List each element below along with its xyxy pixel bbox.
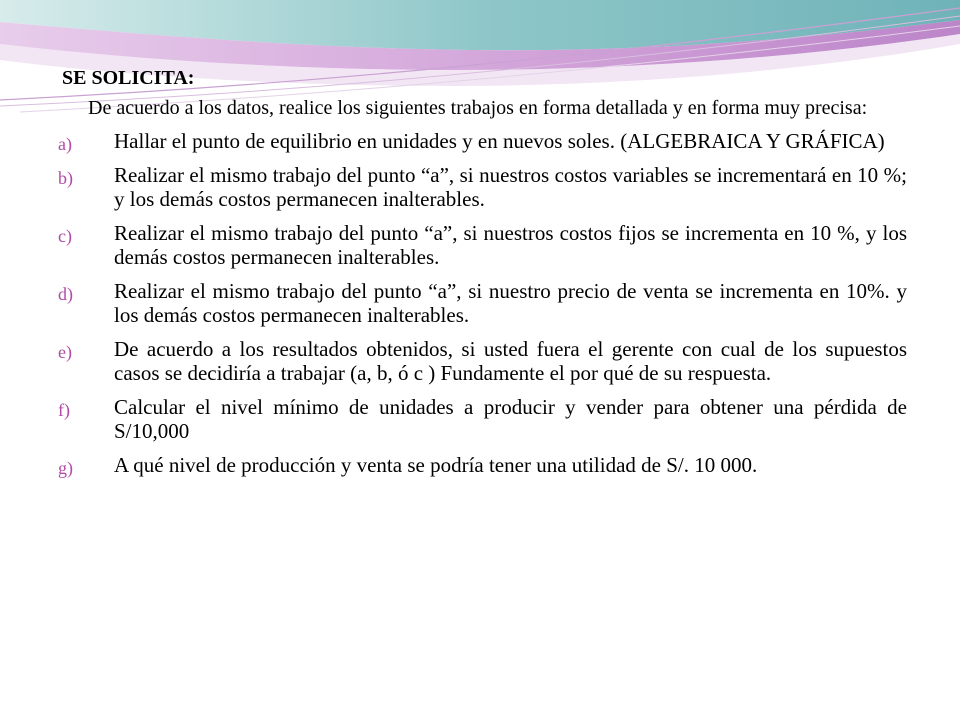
slide-content bbox=[58, 66, 907, 487]
task-item-c bbox=[58, 221, 907, 269]
task-letter: g) bbox=[58, 458, 73, 478]
task-text: Realizar el mismo trabajo del punto “a”, si nuestros costos fijos se incrementa en 10 %, y los demás costos permanecen inalterables. bbox=[114, 221, 907, 269]
task-item-e bbox=[58, 337, 907, 385]
task-letter: a) bbox=[58, 134, 72, 154]
task-letter: d) bbox=[58, 284, 73, 304]
task-text: A qué nivel de producción y venta se podría tener una utilidad de S/. 10 000. bbox=[114, 453, 758, 477]
task-item-b bbox=[58, 163, 907, 211]
task-item-d bbox=[58, 279, 907, 327]
task-letter: f) bbox=[58, 400, 70, 420]
task-text: Realizar el mismo trabajo del punto “a”, si nuestro precio de venta se incrementa en 10%. y los demás costos permanecen inalterables. bbox=[114, 279, 907, 327]
task-text: Calcular el nivel mínimo de unidades a producir y vender para obtener una pérdida de S/10,000 bbox=[114, 395, 907, 443]
intro-paragraph: De acuerdo a los datos, realice los siguientes trabajos en forma detallada y en forma muy precisa: bbox=[88, 97, 868, 119]
task-item-f bbox=[58, 395, 907, 443]
task-letter: b) bbox=[58, 168, 73, 188]
task-letter: e) bbox=[58, 342, 72, 362]
slide-heading: SE SOLICITA: bbox=[62, 67, 195, 89]
task-text: De acuerdo a los resultados obtenidos, si usted fuera el gerente con cual de los supuestos casos se decidiría a trabajar (a, b, ó c ) Fundamente el por qué de su respuesta. bbox=[114, 337, 907, 385]
task-item-a bbox=[58, 129, 907, 154]
task-text: Hallar el punto de equilibrio en unidades y en nuevos soles. (ALGEBRAICA Y GRÁFICA) bbox=[114, 129, 885, 153]
task-item-g bbox=[58, 453, 907, 478]
task-letter: c) bbox=[58, 226, 72, 246]
task-text: Realizar el mismo trabajo del punto “a”, si nuestros costos variables se incrementará en 10 %; y los demás costos permanecen inalterables. bbox=[114, 163, 907, 211]
task-list bbox=[58, 129, 907, 478]
